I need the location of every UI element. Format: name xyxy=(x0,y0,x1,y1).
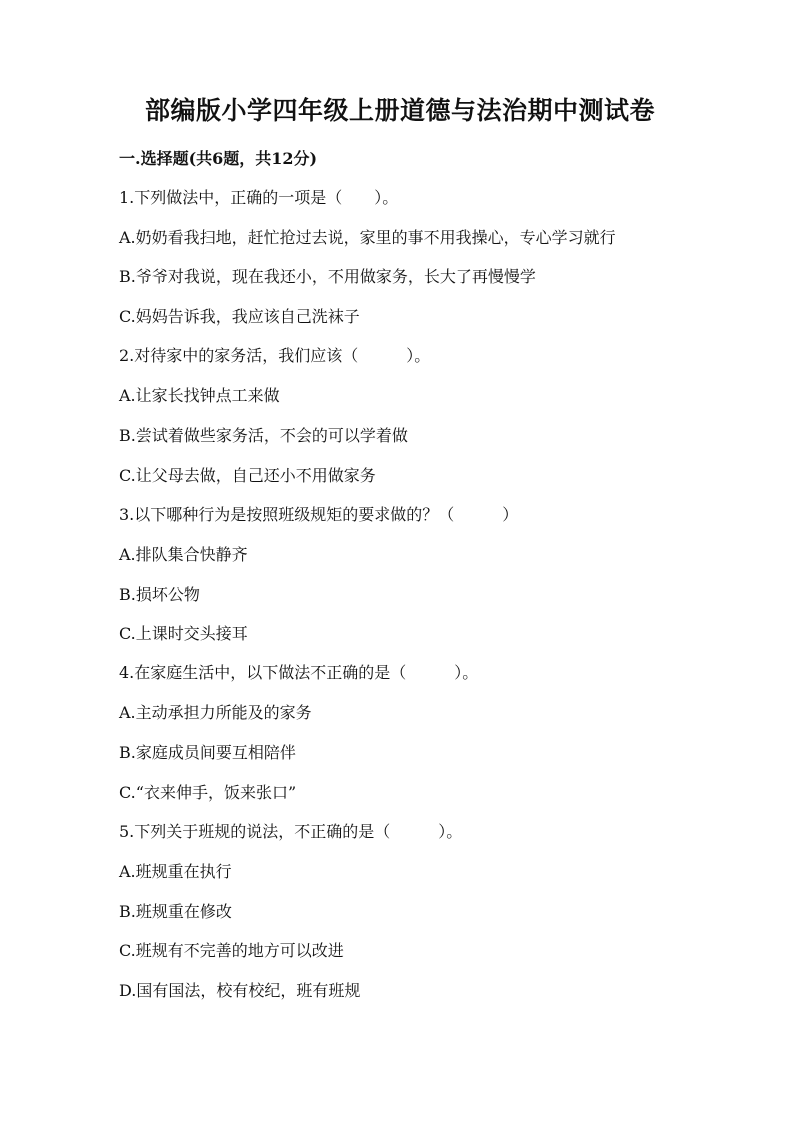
q3-option-b: B.损坏公物 xyxy=(119,585,200,604)
q3-option-c: C.上课时交头接耳 xyxy=(119,624,248,643)
q3-option-a: A.排队集合快静齐 xyxy=(119,545,248,564)
q2-option-a: A.让家长找钟点工来做 xyxy=(119,386,280,405)
question-1: 1.下列做法中，正确的一项是（ ）。 xyxy=(119,188,399,207)
question-5: 5.下列关于班规的说法，不正确的是（ ）。 xyxy=(119,822,463,841)
q5-option-b: B.班规重在修改 xyxy=(119,902,232,921)
question-2: 2.对待家中的家务活，我们应该（ ）。 xyxy=(119,346,431,365)
q5-option-a: A.班规重在执行 xyxy=(119,862,232,881)
question-3: 3.以下哪种行为是按照班级规矩的要求做的？（ ） xyxy=(119,505,519,524)
q4-option-a: A.主动承担力所能及的家务 xyxy=(119,703,312,722)
q5-option-c: C.班规有不完善的地方可以改进 xyxy=(119,941,344,960)
q5-option-d: D.国有国法，校有校纪，班有班规 xyxy=(119,981,361,1000)
section-heading: 一.选择题(共6题，共12分) xyxy=(119,149,318,168)
q1-option-c: C.妈妈告诉我，我应该自己洗袜子 xyxy=(119,307,360,326)
q2-option-b: B.尝试着做些家务活，不会的可以学着做 xyxy=(119,426,408,445)
q4-option-c: C.“衣来伸手，饭来张口” xyxy=(119,783,297,802)
question-4: 4.在家庭生活中，以下做法不正确的是（ ）。 xyxy=(119,663,479,682)
q1-option-a: A.奶奶看我扫地，赶忙抢过去说，家里的事不用我操心，专心学习就行 xyxy=(119,228,616,247)
exam-title: 部编版小学四年级上册道德与法治期中测试卷 xyxy=(144,96,655,125)
q2-option-c: C.让父母去做，自己还小不用做家务 xyxy=(119,466,376,485)
q1-option-b: B.爷爷对我说，现在我还小，不用做家务，长大了再慢慢学 xyxy=(119,267,536,286)
q4-option-b: B.家庭成员间要互相陪伴 xyxy=(119,743,296,762)
